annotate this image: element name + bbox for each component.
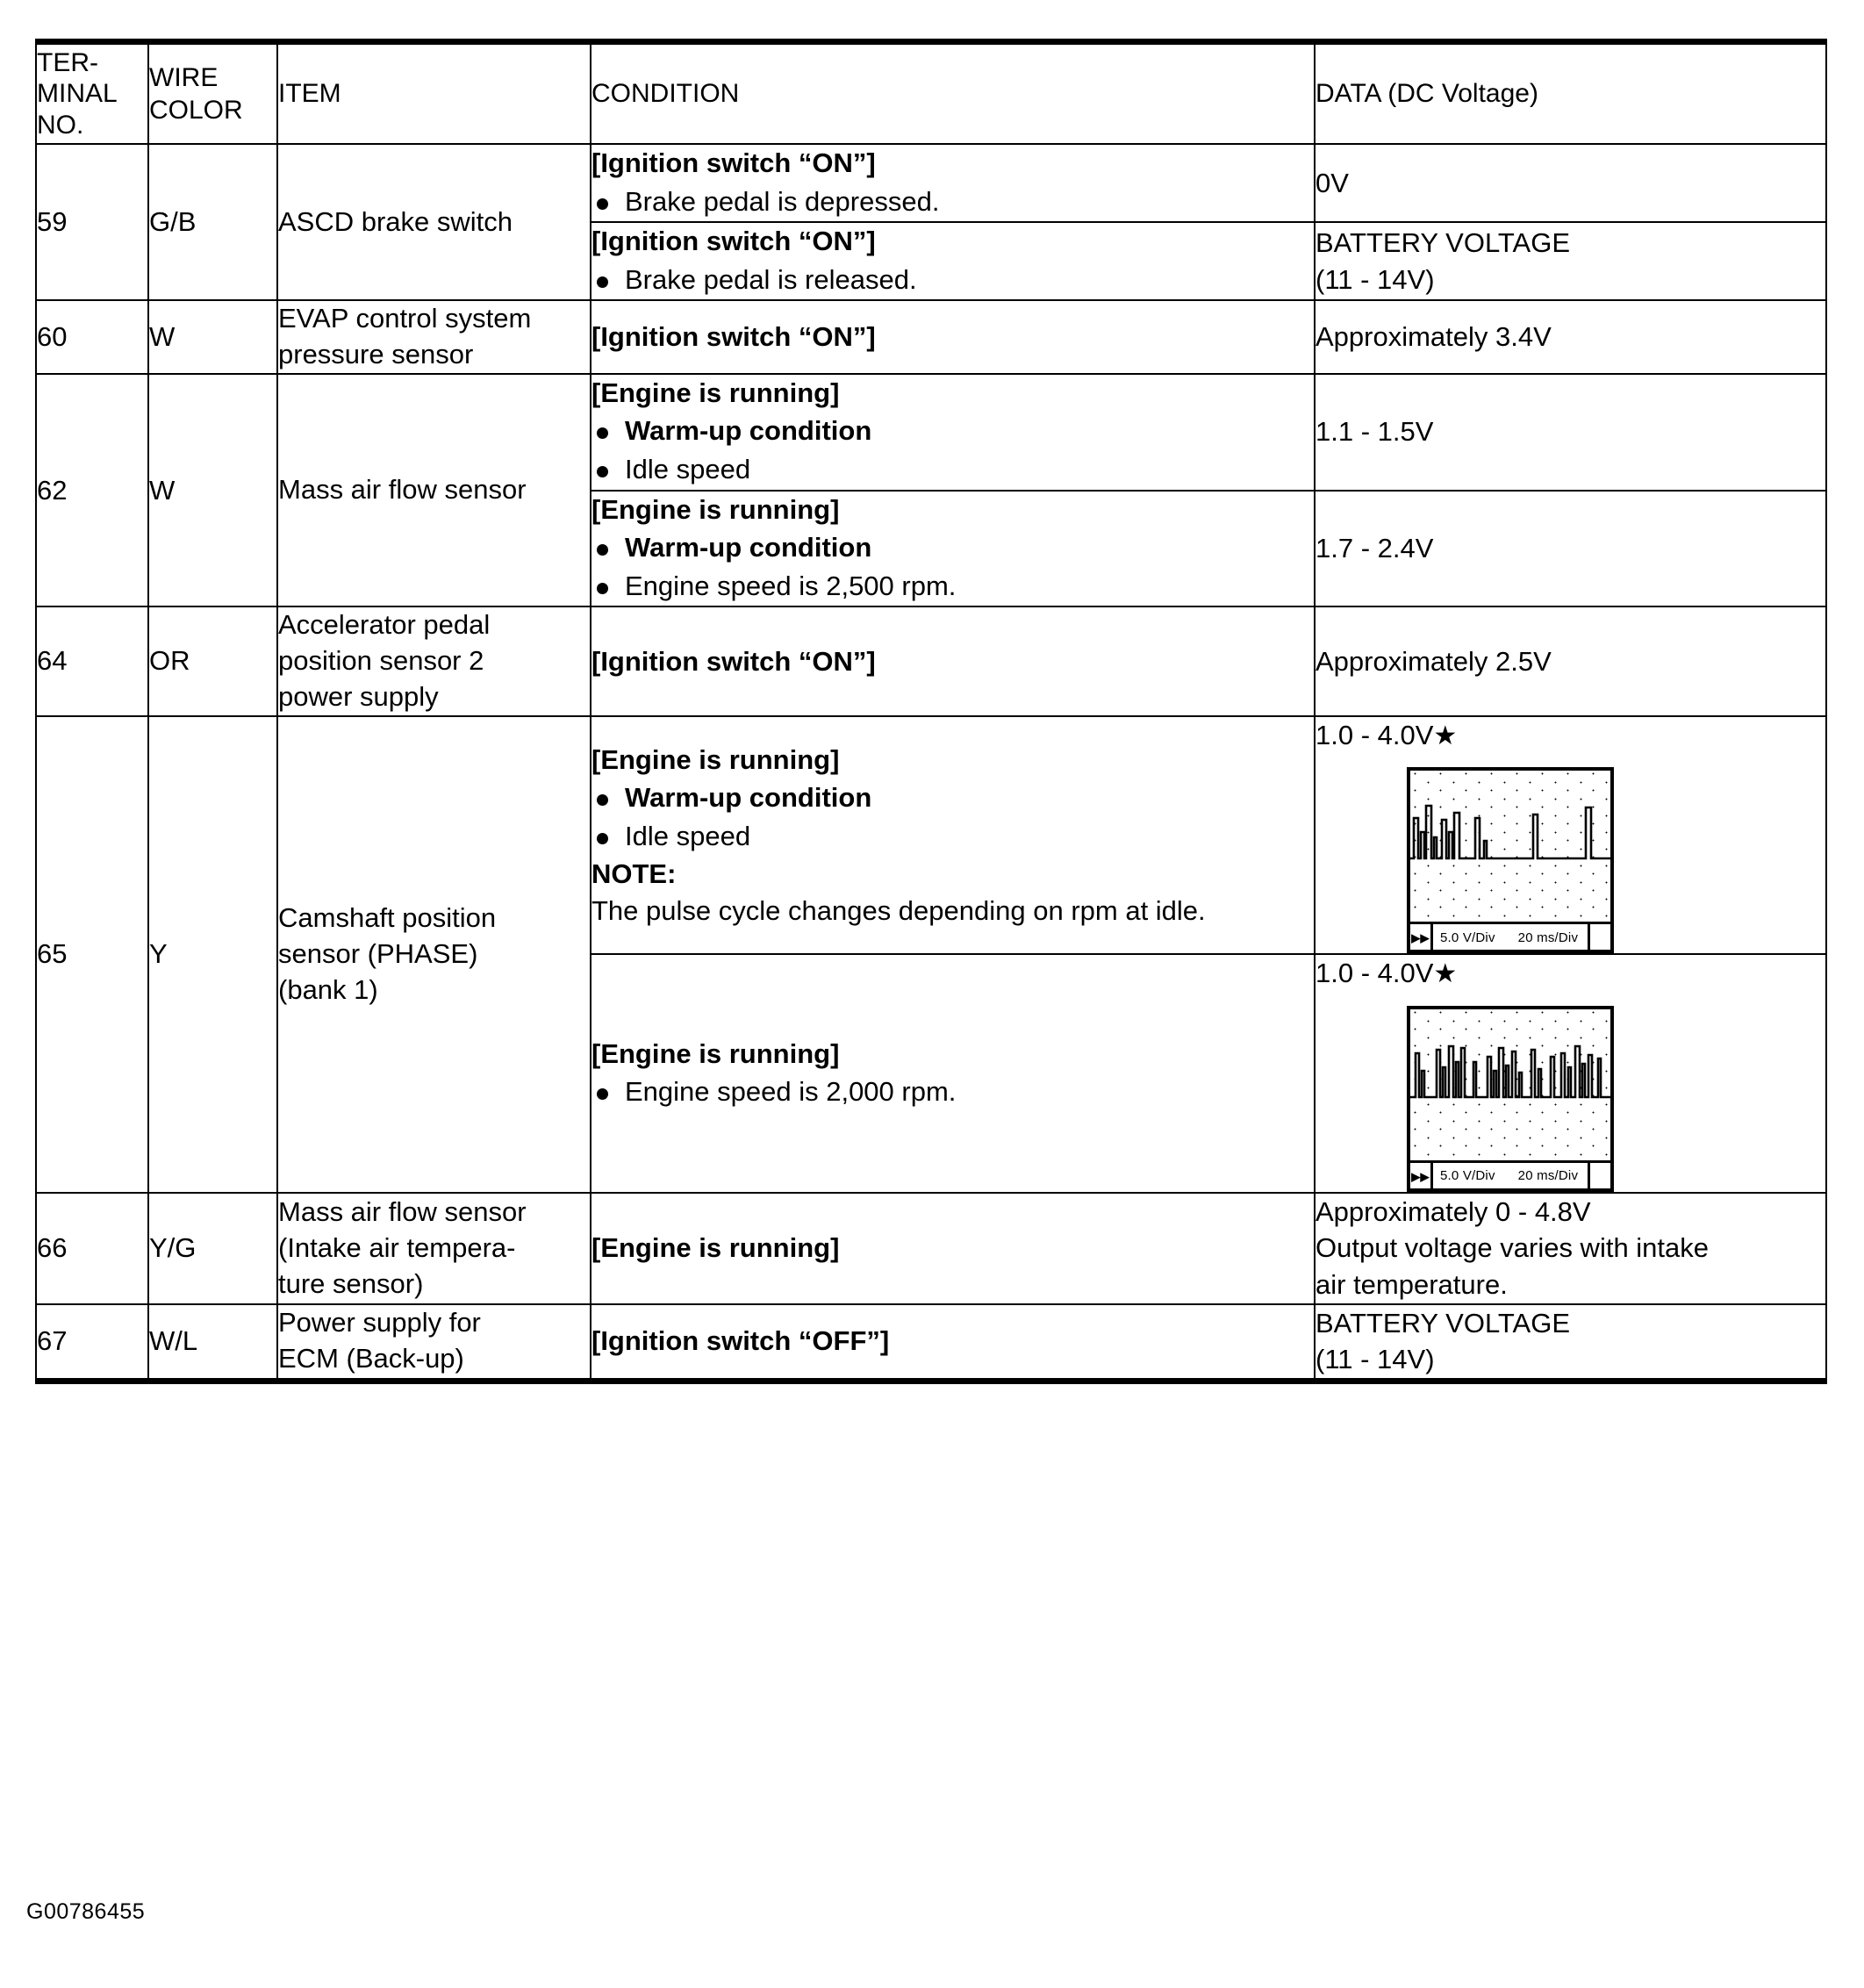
cell-data [1315,954,1826,1193]
data-line: Approximately 0 - 4.8V [1316,1195,1591,1227]
cell-condition [591,954,1315,1193]
condition-bullet-list [591,262,1314,298]
scope-waveform-high-rpm [1410,1009,1610,1160]
data-voltage-value: 1.0 - 4.0V [1316,719,1434,750]
oscilloscope-high-rpm [1407,1006,1825,1192]
cell-data [1315,1193,1826,1304]
data-line: (11 - 14V) [1316,263,1435,295]
cell-item [277,606,591,716]
star-icon: ★ [1433,721,1458,750]
cell-condition [591,1193,1315,1304]
cell-wire-color: OR [148,606,277,716]
cell-wire-color: Y [148,716,277,1193]
scope-screen [1410,771,1610,922]
condition-heading: [Engine is running] [591,377,840,408]
condition-bullet-list [591,183,1314,220]
condition-bullet-list [591,413,1314,487]
cell-condition [591,1304,1315,1382]
item-line: (Intake air tempera- [278,1231,516,1263]
cell-condition [591,374,1315,491]
condition-bullet: Idle speed [591,451,1314,488]
header-terminal-no-line1: TER- [37,47,98,77]
table-row [36,1193,1826,1304]
condition-bullet: Warm-up condition [591,529,1314,566]
cell-data [1315,716,1826,955]
condition-bullet-list [591,529,1314,604]
waveform-svg-idle [1410,771,1610,922]
cell-data [1315,144,1826,222]
table-row [36,374,1826,491]
data-line: (11 - 14V) [1316,1344,1435,1375]
header-wire-color [148,42,277,145]
scope-volts-per-div: 5.0 V/Div [1440,929,1495,945]
header-terminal-no [36,42,148,145]
cell-condition [591,222,1315,300]
cell-condition [591,491,1315,607]
table-row [36,606,1826,716]
condition-bullet: Warm-up condition [591,779,1314,816]
note-label: NOTE: [591,858,677,890]
item-line: ture sensor) [278,1267,424,1299]
data-line: Approximately 2.5V [1316,645,1552,677]
condition-heading: [Ignition switch “ON”] [591,645,876,677]
data-line: 1.1 - 1.5V [1316,416,1434,448]
data-line: BATTERY VOLTAGE [1316,227,1570,259]
condition-bullet-list [591,1073,1314,1110]
scope-volts-per-div: 5.0 V/Div [1440,1168,1495,1184]
oscilloscope-idle [1407,767,1825,953]
condition-heading: [Engine is running] [591,493,840,525]
scope-frame [1407,767,1614,953]
cell-wire-color: W/L [148,1304,277,1382]
data-line: air temperature. [1316,1268,1508,1300]
cell-terminal-no: 59 [36,144,148,300]
table-row [36,300,1826,374]
item-line: power supply [278,680,439,712]
data-line: Approximately 3.4V [1316,321,1552,353]
note-text: The pulse cycle changes depending on rpm at idle. [591,894,1206,926]
item-line: Mass air flow sensor [278,1195,527,1227]
condition-bullet: Brake pedal is depressed. [591,183,1314,220]
condition-bullet: Brake pedal is released. [591,262,1314,298]
cell-item: ASCD brake switch [277,144,591,300]
condition-heading: [Ignition switch “ON”] [591,147,876,178]
condition-heading: [Ignition switch “ON”] [591,226,876,257]
scope-trigger-icon [1588,1163,1610,1190]
item-line: ECM (Back-up) [278,1343,464,1374]
scope-cursor-icon: ▶▶ [1410,1163,1433,1190]
condition-heading: [Engine is running] [591,1037,840,1069]
item-line: (bank 1) [278,973,378,1005]
condition-heading: [Engine is running] [591,1232,840,1264]
item-line: pressure sensor [278,339,474,370]
ecm-terminal-spec-table [35,39,1827,1384]
condition-bullet: Engine speed is 2,000 rpm. [591,1073,1314,1110]
item-line: EVAP control system [278,303,532,334]
waveform-svg-high-rpm [1410,1009,1610,1160]
table-row [36,144,1826,222]
cell-data [1315,606,1826,716]
table-row [36,1304,1826,1382]
cell-data [1315,1304,1826,1382]
data-voltage-range [1316,717,1825,754]
scope-screen [1410,1009,1610,1160]
cell-terminal-no: 65 [36,716,148,1193]
data-voltage-value: 1.0 - 4.0V [1316,958,1434,989]
item-line: Power supply for [278,1307,481,1338]
data-voltage-range [1316,955,1825,992]
cell-data [1315,222,1826,300]
cell-condition [591,606,1315,716]
cell-item [277,1304,591,1382]
scope-footer [1410,1160,1610,1190]
data-line: 1.7 - 2.4V [1316,533,1434,564]
cell-data [1315,374,1826,491]
cell-wire-color: Y/G [148,1193,277,1304]
item-line: position sensor 2 [278,645,484,677]
data-line: Output voltage varies with intake [1316,1232,1710,1264]
scope-footer [1410,922,1610,951]
cell-data [1315,491,1826,607]
cell-condition [591,716,1315,955]
cell-terminal-no: 67 [36,1304,148,1382]
cell-terminal-no: 64 [36,606,148,716]
scope-frame [1407,1006,1614,1192]
header-condition: CONDITION [591,42,1315,145]
header-wire-color-line1: WIRE [149,62,219,92]
condition-bullet: Idle speed [591,818,1314,855]
item-line: sensor (PHASE) [278,937,478,969]
figure-code: G00786455 [26,1899,146,1924]
scope-trigger-icon [1588,924,1610,951]
header-terminal-no-line3: NO. [37,110,84,140]
condition-bullet: Warm-up condition [591,413,1314,449]
cell-terminal-no: 60 [36,300,148,374]
cell-item [277,300,591,374]
scope-waveform-idle [1410,771,1610,922]
cell-item [277,1193,591,1304]
item-line: Camshaft position [278,902,497,934]
scope-time-per-div: 20 ms/Div [1517,1168,1579,1184]
header-wire-color-line2: COLOR [149,96,243,125]
table-row [36,716,1826,955]
header-data: DATA (DC Voltage) [1315,42,1826,145]
condition-bullet: Engine speed is 2,500 rpm. [591,568,1314,605]
cell-item: Mass air flow sensor [277,374,591,606]
data-line: BATTERY VOLTAGE [1316,1307,1570,1338]
cell-wire-color: W [148,374,277,606]
condition-heading: [Ignition switch “OFF”] [591,1325,890,1357]
scope-time-per-div: 20 ms/Div [1517,929,1579,945]
cell-terminal-no: 66 [36,1193,148,1304]
cell-wire-color: W [148,300,277,374]
condition-heading: [Engine is running] [591,743,840,775]
item-line: Accelerator pedal [278,609,491,641]
header-terminal-no-line2: MINAL [37,79,118,109]
scope-cursor-icon: ▶▶ [1410,924,1433,951]
cell-item [277,716,591,1193]
cell-data [1315,300,1826,374]
cell-terminal-no: 62 [36,374,148,606]
cell-condition [591,144,1315,222]
header-item: ITEM [277,42,591,145]
condition-bullet-list [591,779,1314,854]
table-header-row [36,42,1826,145]
star-icon: ★ [1433,959,1458,989]
cell-condition [591,300,1315,374]
cell-wire-color: G/B [148,144,277,300]
condition-heading: [Ignition switch “ON”] [591,321,876,353]
data-line: 0V [1316,167,1349,198]
